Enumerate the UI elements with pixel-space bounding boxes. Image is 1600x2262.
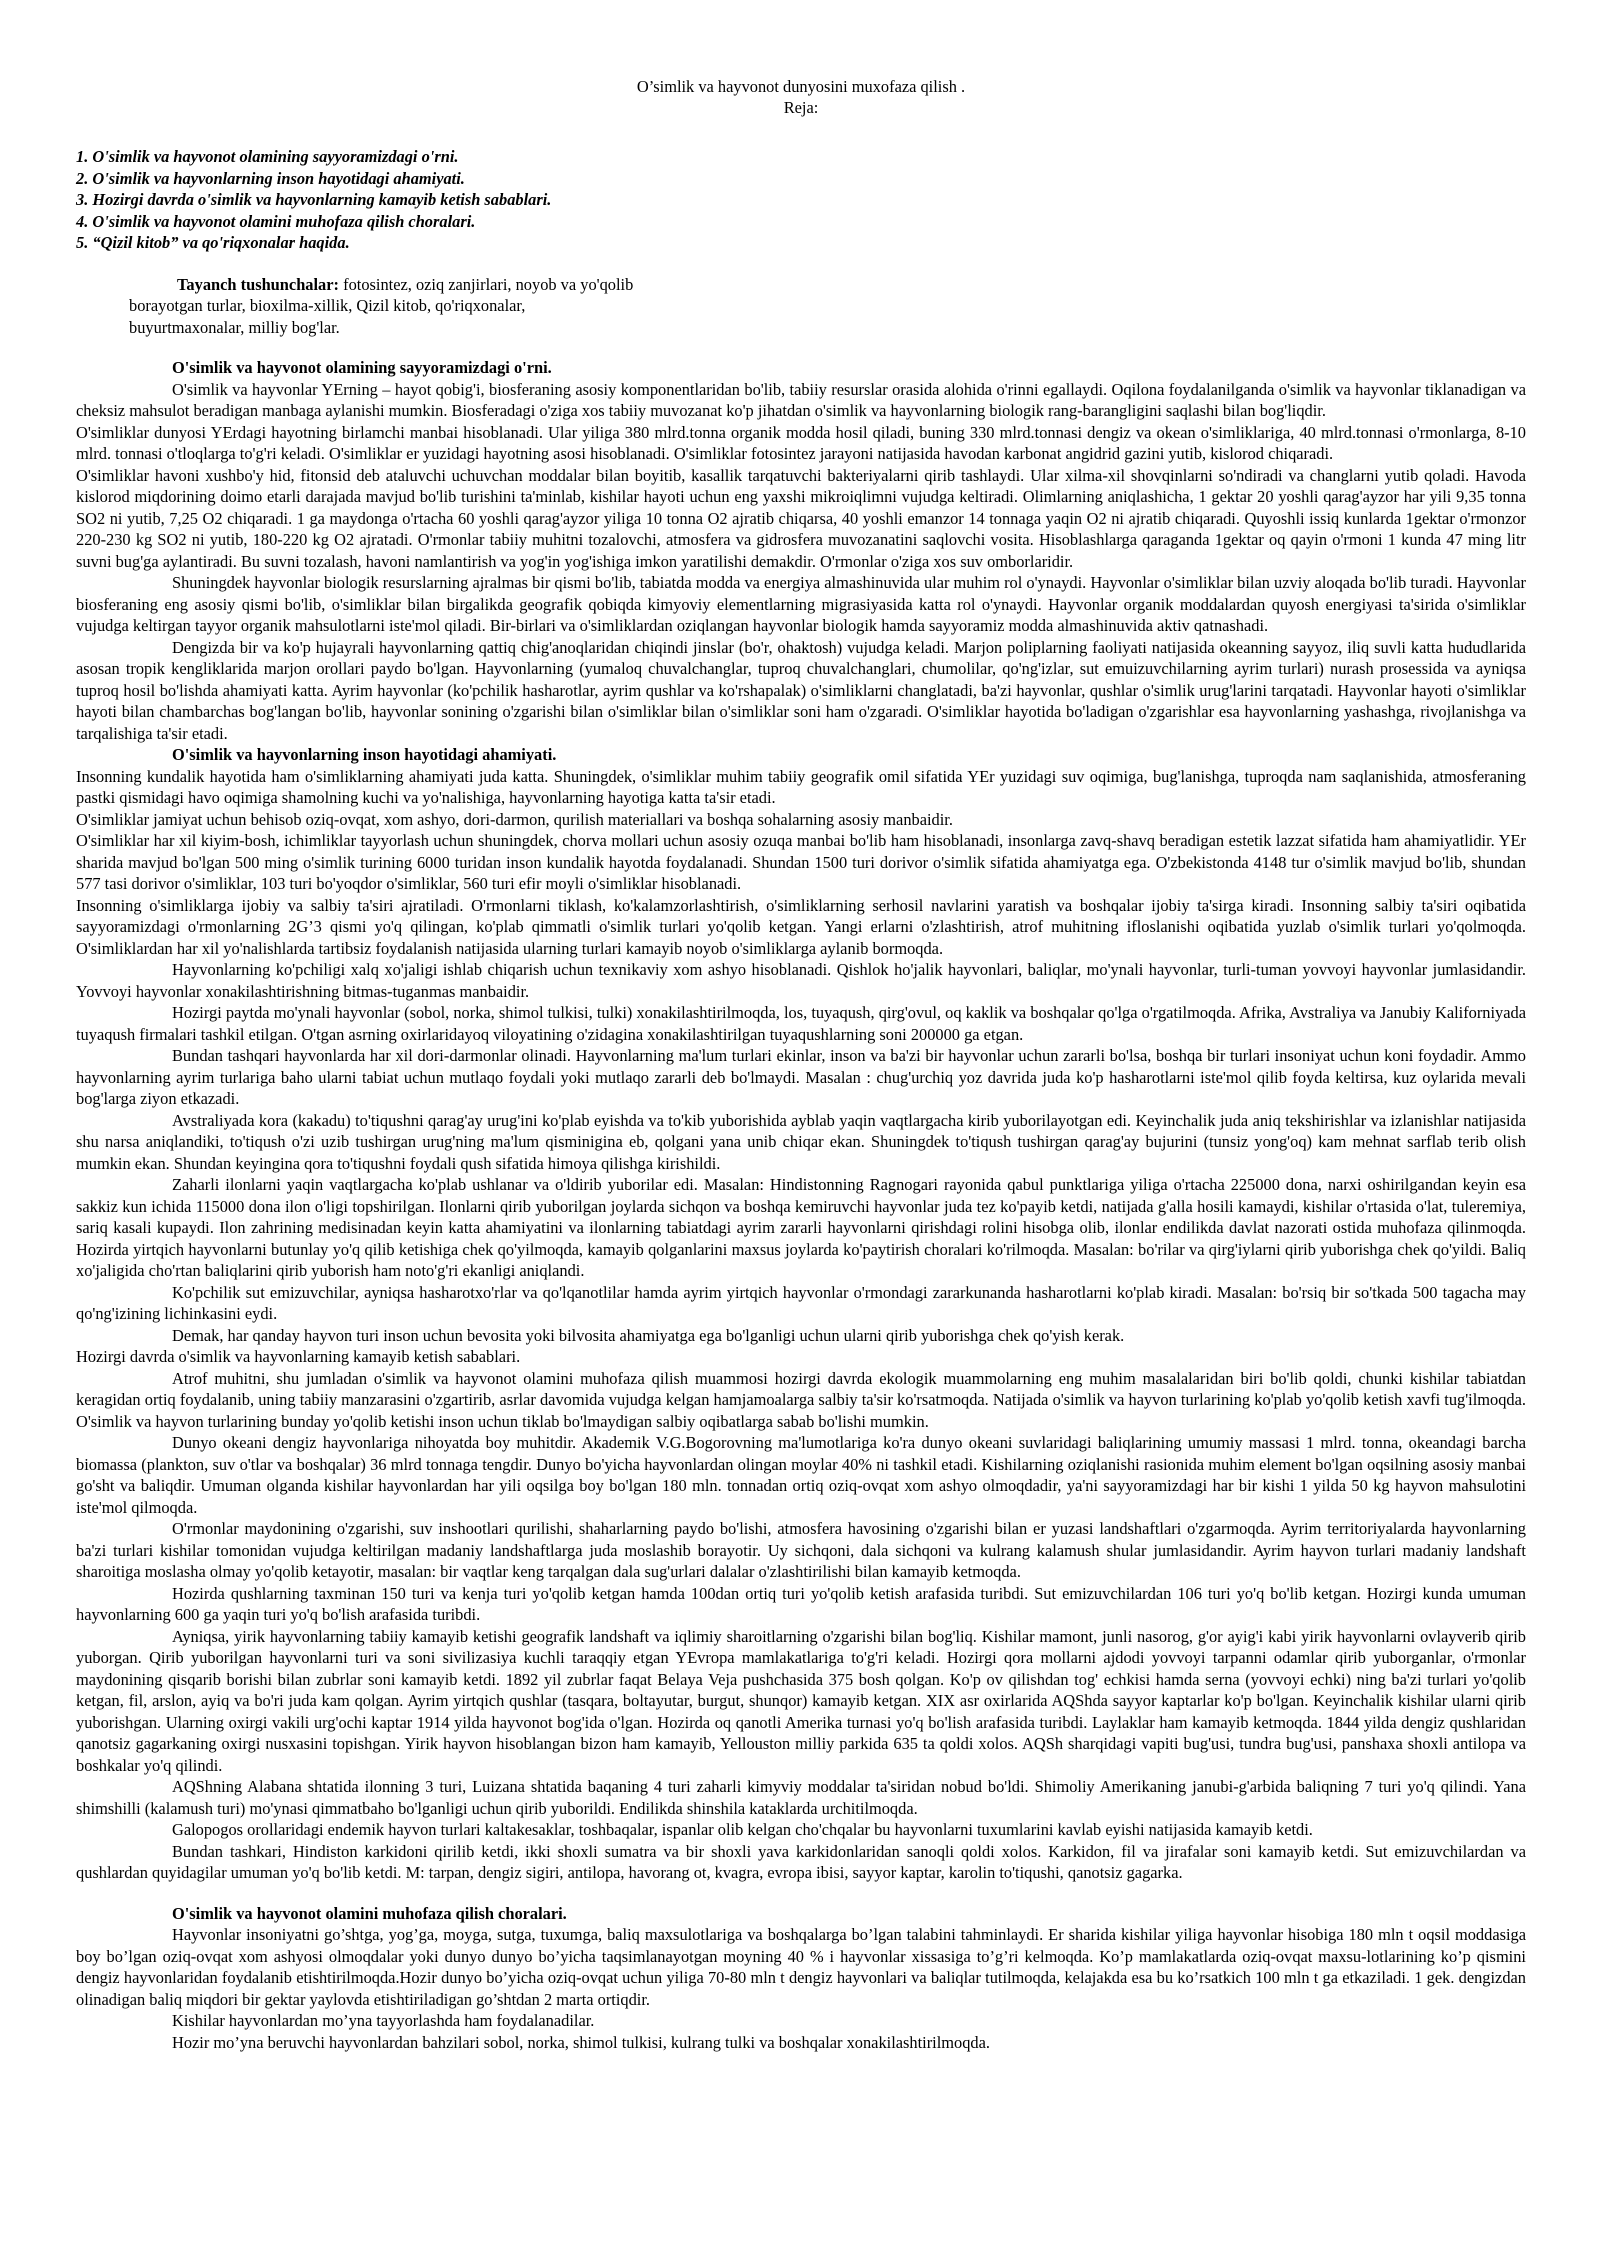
paragraph: Kishilar hayvonlardan mo’yna tayyorlashda ham foydalanadilar. — [172, 2011, 595, 2030]
spacer — [76, 1884, 1526, 1903]
plan-item-5: 5. “Qizil kitob” va qo'riqxonalar haqida. — [76, 233, 350, 252]
paragraph: Ayniqsa, yirik hayvonlarning tabiiy kamayib ketishi geografik landshaft va iqlimiy sharoitlarning o'zgarishi bilan bog'liq. Kishilar mamont, junli nasorog, g'or ayig'i kabi yirik hayvonlarni ovlayverib qirib yuborgan. Qirib yuborilgan hayvonlarni turi va soni sivilizasiya kuchli taraqqiy etgan YEvropa mamlakatlariga to'g'ri keladi. Hozirgi qora mollarni ajdodi yovvoyi tarpanni odamlar qirib yuborganlar, o'rmonlar maydonining qisqarib borishi bilan zubrlar soni kamayib ketdi. 1892 yil zubrlar faqat Belaya Veja pushchasida 375 bosh qolgan. Ko'p ov qilishdan tog' echkisi hamda serna (yovvoyi echki) ning ba'zi turlari yo'qolib ketgan, fil, arslon, ayiq va bo'ri juda kam qolgan. Ayrim yirtqich qushlar (tasqara, boltayutar, burgut, shunqor) kamayib ketgan. XIX asr oxirlarida AQShda sayyor kaptarlar ko'p bo'lgan. Keyinchalik kishilar ularni qirib yuborishgan. Ularning oxirgi vakili urg'ochi kaptar 1914 yilda hayvonot bog'ida o'lgan. Hozirda oq qanotli Amerika turnasi yo'q bo'lish arafasida turibdi. Laylaklar ham kamayib ketmoqda. 1844 yilda dengiz qushlaridan qanotsiz gagarkaning oxirgi nusxasini topishgan. Yirik hayvon hisoblangan bizon ham kamayib, Yellouston milliy parkida 635 ta qoldi xolos. AQSh sharqidagi vapiti bug'usi, tundra bug'usi, panshaxa shoxli antilopa va boshkalar yo'q qilindi. — [76, 1626, 1526, 1775]
paragraph: Hayvonlarning ko'pchiligi xalq xo'jaligi ishlab chiqarish uchun texnikaviy xom ashyo hisoblanadi. Qishlok ho'jalik hayvonlari, baliqlar, mo'ynali hayvonlar, turli-tuman yovvoyi hayvonlar jumlasidandir. Yovvoyi hayvonlar xonakilashtirishning bitmas-tuganmas manbaidir. — [76, 960, 1526, 1001]
paragraph: O'simliklar havoni xushbo'y hid, fitonsid deb ataluvchi uchuvchan moddalar bilan boyitib, kasallik tarqatuvchi bakteriyalarni qirib tashlaydi. Ular xilma-xil shovqinlarni so'ndiradi va changlarni yutib qoladi. Havoda kislorod miqdorining doimo etarli darajada mavjud bo'lib turishini ta'minlab, kishilar hayoti uchun eng yaxshi mikroiqlimni vujudga keltiradi. Olimlarning aniqlashicha, 1 gektar 20 yoshli qarag'ayzor har yili 9,35 tonna SO2 ni yutib, 7,25 O2 chiqaradi. 1 ga maydonga o'rtacha 60 yoshli qarag'ayzor yiliga 10 tonna O2 ajratib chiqarsa, 40 yoshli emanzor 14 tonnaga yaqin O2 ni ajratib chiqaradi. Quyoshli issiq kunlarda 1gektar o'rmonzor 220-230 kg SO2 ni yutib, 180-220 kg O2 ajratadi. O'rmonlar tabiiy muhitni tozalovchi, atmosfera va gidrosfera muvozanatini saqlovchi vosita. Hisoblashlarga qaraganda 1gektar oq qayin o'rmoni 1 kunda 47 ming litr suvni bug'ga aylantiradi. Bu suvni tozalash, havoni namlantirish va yog'in yog'ishiga imkon yaratilishi demakdir. O'rmonlar o'ziga xos suv omborlaridir. — [76, 465, 1526, 571]
key-concepts-line-1: fotosintez, oziq zanjirlari, noyob va yo'qolib — [343, 274, 634, 294]
section-4-heading: O'simlik va hayvonot olamini muhofaza qilish choralari. — [172, 1903, 567, 1923]
section-3-heading: Hozirgi davrda o'simlik va hayvonlarning kamayib ketish sabablari. — [76, 1347, 521, 1366]
key-concepts-line-2: borayotgan turlar, bioxilma-xillik, Qizil kitob, qo'riqxonalar, — [129, 296, 526, 315]
paragraph: O'simliklar har xil kiyim-bosh, ichimliklar tayyorlash uchun shuningdek, chorva mollari uchun asosiy ozuqa manbai bo'lib ham hisoblanadi, insonlarga zavq-shavq beradigan estetik lazzat sifatida ham ahamiyatlidir. YEr sharida mavjud bo'lgan 500 ming o'simlik turining 6000 turidan inson kundalik hayotda foydalanadi. Shundan 1500 turi dorivor o'simlik sifatida ahamiyatga ega. O'zbekistonda 4148 tur o'simlik mavjud bo'lib, shundan 577 tasi dorivor o'simliklar, 103 turi bo'yoqdor o'simliklar, 560 turi efir moyli o'simliklar hisoblanadi. — [76, 831, 1526, 893]
paragraph: Bundan tashqari hayvonlarda har xil dori-darmonlar olinadi. Hayvonlarning ma'lum turlari ekinlar, inson va ba'zi bir hayvonlar uchun zararli bo'lsa, boshqa bir turlari insoniyat uchun koni foydadir. Ammo hayvonlarning ayrim turlariga baho ularni tabiat uchun mutlaqo foydali yoki mutlaqo zararli deb bo'lmaydi. Masalan : chug'urchiq yoz davrida juda ko'p hasharotlarni iste'mol qilib foyda keltirsa, kuz oylarida mevali bog'larga ziyon etkazadi. — [76, 1046, 1526, 1108]
document-title: O’simlik va hayvonot dunyosini muxofaza qilish . — [636, 77, 966, 96]
paragraph: Dengizda bir va ko'p hujayrali hayvonlarning qattiq chig'anoqlaridan chiqindi jinslar (bo'r, ohaktosh) vujudga keladi. Marjon poliplarning faoliyati natijasida okeanning sayyoz, iliq suvli katta hududlarida asosan tropik kengliklarida marjon orollari paydo bo'lgan. Hayvonlarning (yumaloq chuvalchanglar, tuproq chuvalchanglari, chumolilar, qo'ng'izlar, sut emuizuvchilarning ayrim turlari) nurash prosessida va ayniqsa tuproq hosil bo'lishda ahamiyati katta. Ayrim hayvonlar (ko'pchilik hasharotlar, ayrim qushlar va ko'rshapalak) o'simliklarni changlatadi, ba'zi hayvonlar, qushlar o'simlik urug'larini tarqatadi. Hayvonlar hayoti o'simliklar hayoti bilan chambarchas bog'langan bo'lib, hayvonlar sonining o'zgarishi bilan o'simliklar bilan o'simliklar soni ham o'zgaradi. O'simliklar hayotida bo'ladigan o'zgarishlar esa hayvonlarning yashashga, rivojlanishga va tarqalishiga ta'sir etadi. — [76, 637, 1526, 743]
paragraph: O'simliklar jamiyat uchun behisob oziq-ovqat, xom ashyo, dori-darmon, qurilish materiallari va boshqa sohalarning asosiy manbaidir. — [76, 809, 953, 829]
paragraph: Insonning kundalik hayotida ham o'simliklarning ahamiyati juda katta. Shuningdek, o'simliklar muhim tabiiy geografik omil sifatida YEr yuzidagi suv oqimiga, bug'lanishga, tuproqda nam saqlanishida, atmosferaning pastki qismidagi havo oqimiga shamolning kuchi va yo'nalishiga, hayvonlarning hayotiga katta ta'sir etadi. — [76, 766, 1526, 807]
key-concepts-line-3: buyurtmaxonalar, milliy bog'lar. — [129, 317, 340, 337]
plan-item-4: 4. O'simlik va hayvonot olamini muhofaza qilish choralari. — [76, 211, 476, 231]
section-2-heading: O'simlik va hayvonlarning inson hayotidagi ahamiyati. — [172, 745, 557, 764]
plan-item-2: 2. O'simlik va hayvonlarning inson hayotidagi ahamiyati. — [76, 168, 465, 188]
paragraph: O'simlik va hayvonlar YErning – hayot qobig'i, biosferaning asosiy komponentlaridan bo'lib, tabiiy resurslar orasida alohida o'rinni egallaydi. Oqilona foydalanilganda o'simlik va hayvonlar tiklanadigan va cheksiz mahsulot beradigan manbaga aylanishi mumkin. Biosferadagi o'ziga xos tabiiy muvozanat ko'p jihatdan o'simlik va hayvonlarning biologik rang-barangligini saqlashi bilan bog'liqdir. — [76, 379, 1526, 420]
plan-list — [76, 146, 1526, 254]
paragraph: Avstraliyada kora (kakadu) to'tiqushni qarag'ay urug'ini ko'plab eyishda va to'kib yuborishida ayblab yaqin vaqtlargacha kirib yuborilayotgan edi. Keyinchalik juda aniq tekshirishlar va izlanishlar natijasida shu narsa aniqlandiki, to'tiqush o'zi uzib tushirgan urug'ning ma'lum qisminigina eb, qolgani yana unib chiqar ekan. Shuningdek to'tiqush tushirgan qarag'ay bujurini (tunsiz yong'oq) kam mehnat sarflab terib olish mumkin ekan. Shundan keyingina qora to'tiqushni foydali qush sifatida himoya qilishga kirishildi. — [76, 1110, 1526, 1173]
section-1-heading: O'simlik va hayvonot olamining sayyoramizdagi o'rni. — [172, 358, 552, 377]
paragraph: O'rmonlar maydonining o'zgarishi, suv inshootlari qurilishi, shaharlarning paydo bo'lishi, atmosfera havosining o'zgarishi bilan er yuzasi landshaftlari o'zgarmoqda. Ayrim territoriyalarda hayvonlarning ba'zi turlari kishilar tomonidan vujudga keltirilgan madaniy landshaftlarga juda moslashib borayotir. Uy sichqoni, dala sichqoni va kulrang kalamush shular jumlasidandir. Ayrim hayvon turlari madaniy landshaft sharoitiga moslasha olmay yo'qolib ketayotir, masalan: bir vaqtlar keng tarqalgan dala sug'urlari dalalar o'zlashtirilishi bilan kamayib ketmoqda. — [76, 1519, 1526, 1581]
paragraph: Bundan tashkari, Hindiston karkidoni qirilib ketdi, ikki shoxli sumatra va bir shoxli yava karkidonlaridan sanoqli qoldi xolos. Karkidon, fil va jirafalar soni kamayib ketdi. Sut emizuvchilardan va qushlardan quyidagilar umuman yo'q bo'lib ketdi. M: tarpan, dengiz sigiri, antilopa, havorang ot, kvagra, evropa ibisi, sayyor kaptar, karolin to'tiqushi, qanotsiz gagarka. — [76, 1841, 1526, 1882]
paragraph: Galopogos orollaridagi endemik hayvon turlari kaltakesaklar, toshbaqalar, ispanlar olib kelgan cho'chqalar bu hayvonlarni tuxumlarini kavlab eyishi natijasida kamayib ketdi. — [172, 1820, 1313, 1839]
paragraph: Hozir mo’yna beruvchi hayvonlardan bahzilari sobol, norka, shimol tulkisi, kulrang tulki va boshqalar xonakilashtirilmoqda. — [172, 2032, 990, 2052]
plan-item-1: 1. O'simlik va hayvonot olamining sayyoramizdagi o'rni. — [76, 147, 459, 166]
paragraph: Hozirda qushlarning taxminan 150 turi va kenja turi yo'qolib ketgan hamda 100dan ortiq turi yo'qolib ketish arafasida turibdi. Sut emizuvchilardan 106 turi yo'q bo'lib ketgan. Hozirgi kunda umuman hayvonlarning 600 ga yaqin turi yo'q bo'lish arafasida turibdi. — [76, 1583, 1526, 1624]
key-concepts — [129, 274, 729, 339]
paragraph: Demak, har qanday hayvon turi inson uchun bevosita yoki bilvosita ahamiyatga ega bo'lganligi uchun ularni qirib yuborishga chek qo'yish kerak. — [172, 1325, 1125, 1345]
key-concepts-label: Tayanch tushunchalar: — [177, 274, 339, 294]
paragraph: Ko'pchilik sut emizuvchilar, ayniqsa hasharotxo'rlar va qo'lqanotlilar hamda ayrim yirtqich hayvonlar o'rmondagi zararkunanda hasharotlarni ko'plab kiradi. Masalan: bo'rsiq bir so'tkada 500 tagacha may qo'ng'izining lichinkasini eydi. — [76, 1282, 1526, 1323]
paragraph: AQShning Alabana shtatida ilonning 3 turi, Luizana shtatida baqaning 4 turi zaharli kimyviy moddalar ta'siridan nobud bo'ldi. Shimoliy Amerikaning janubi-g'arbida baliqning 7 turi yo'q qilindi. Yana shimshilli (kalamush turi) mo'ynasi qimmatbaho bo'lganligi uchun qirib yuborildi. Endilikda shinshila kataklarda urchitilmoqda. — [76, 1777, 1526, 1818]
paragraph: Hayvonlar insoniyatni go’shtga, yog’ga, moyga, sutga, tuxumga, baliq maxsulotlariga va boshqalarga bo’lgan talabini tahminlaydi. Er sharida kishilar yiliga hayvonlar hisobiga 180 mln t oqsil moddasiga boy bo’lgan oziq-ovqat xom ashyosi olmoqdalar yoki dunyo dunyo bo’yicha taqsimlanayotgan moyning 40 % i hayvonlar xissasiga to’g’ri kelmoqda. Ko’p mamlakatlarda oziq-ovqat maxsu-lotlarining ko’p qismini dengiz hayvonlaridan foydalanib etishtirilmoqda.Hozir dunyo bo’yicha oziq-ovqat uchun yiliga 70-80 mln t dengiz hayvonlari va baliqlar tutilmoqda, kelajakda esa bu ko’rsatkich 100 mln t ga etkaziladi. 1 gek. dengizdan olinadigan baliq miqdori bir gektar yaylovda etishtiriladigan go’shtdan 2 marta ortiqdir. — [76, 1925, 1526, 2009]
paragraph: Shuningdek hayvonlar biologik resurslarning ajralmas bir qismi bo'lib, tabiatda modda va energiya almashinuvida ular muhim rol o'ynaydi. Hayvonlar o'simliklar bilan uzviy aloqada bo'lib turadi. Hayvonlar biosferaning eng asosiy qismi bo'lib, o'simliklar bilan birgalikda geografik qobiqda kimyoviy elementlarning migrasiyasida katta rol o'ynaydi. Hayvonlar organik moddalardan quyosh energiyasi ta'sirida o'simliklar vujudga keltirgan tayyor organik mahsulotlarni iste'mol qiladi. Bir-birlari va o'simliklardan oziqlangan hayvonlar biologik hamda sayyoramiz modda almashinuvida aktiv qatnashadi. — [76, 573, 1526, 635]
paragraph: Hozirgi paytda mo'ynali hayvonlar (sobol, norka, shimol tulkisi, tulki) xonakilashtirilmoqda, los, tuyaqush, qirg'ovul, oq kaklik va boshqalar qo'lga o'rgatilmoqda. Afrika, Avstraliya va Janubiy Kaliforniyada tuyaqush firmalari tashkil etilgan. O'tgan asrning oxirlaridayoq viloyatining o'zidagina xonakilashtirilgan tuyaqushlarning soni 200000 ga etgan. — [76, 1003, 1526, 1044]
paragraph: Dunyo okeani dengiz hayvonlariga nihoyatda boy muhitdir. Akademik V.G.Bogorovning ma'lumotlariga ko'ra dunyo okeani suvlaridagi baliqlarining umumiy massasi 1 mlrd. tonna, okeandagi barcha biomassa (plankton, suv o'tlar va boshqalar) 36 mlrd tonnaga tengdir. Dunyo bo'yicha hayvonlardan olingan moylar 40% ni tashkil etadi. Kishilarning oziqlanishi rasionida muhim element bo'lgan oqsilning asosiy manbai go'sht va baliqdir. Umuman olganda kishilar hayvonlardan har yili oqsilga boy bo'lgan 180 mln. tonnadan ortiq oziq-ovqat xom ashyo olmoqdadir, ya'ni sayyoramizdagi har bir kishi 1 yilda 50 kg hayvon mahsulotini iste'mol qilmoqda. — [76, 1433, 1526, 1517]
paragraph: Insonning o'simliklarga ijobiy va salbiy ta'siri ajratiladi. O'rmonlarni tiklash, ko'kalamzorlashtirish, o'simliklarning serhosil navlarini yaratish va boshqalar ijobiy ta'sirga kiradi. Insonning salbiy ta'siri oqibatida sayyoramizdagi o'rmonlarning 2G’3 qismi yo'q qilingan, ko'plab qimmatli o'simlik turlari yo'qolib ketgan. Yangi erlarni o'zlashtirish, atrof muhitning ifloslanishi oqibatida yuzlab o'simlik turlari yo'qolmoqda. O'simliklardan har xil yo'nalishlarda tartibsiz foydalanish natijasida ularning turlari kamayib noyob o'simliklarga aylanib bormoqda. — [76, 895, 1526, 958]
paragraph: Zaharli ilonlarni yaqin vaqtlargacha ko'plab ushlanar va o'ldirib yuborilar edi. Masalan: Hindistonning Ragnogari rayonida qabul punktlariga yiliga o'rtacha 225000 dona, narxi oshirilgandan keyin esa sakkiz kun ichida 115000 dona ilon o'ligi topshirilgan. Ilonlarni qirib yuborilgan joylarda sichqon va boshqa kemiruvchi hayvonlar juda tez ko'payib ketdi, natijada g'alla hosili kamaydi, kishilar o'rtasida o'lat, tuleremiya, sariq kasali kupaydi. Ilon zahrining medisinadan keyin katta ahamiyatini va ilonlarning tabiatdagi ayrim zararli hayvonlarni qirishdagi rolini hisobga olib, ilonlar endilikda davlat nazorati ostida muhofaza qilinmoqda. Hozirda yirtqich hayvonlarni butunlay yo'q qilib ketishiga chek qo'yilmoqda, kamayib qolganlarini maxsus joylarda ko'paytirish choralari ko'rilmoqda. Masalan: bo'rilar va qirg'iylarni qirib yuborishga chek qo'yildi. Baliq xo'jaligida cho'rtan baliqlarini qirib yuborish ham noto'g'ri ekanligi aniqlandi. — [76, 1175, 1526, 1280]
paragraph: Atrof muhitni, shu jumladan o'simlik va hayvonot olamini muhofaza qilish muammosi hozirgi davrda ekologik muammolarning eng muhim masalalaridan biri bo'lib qoldi, chunki kishilar tabiatdan keragidan ortiq foydalanib, uning tabiiy manzarasini o'zgartirib, asrlar davomida vujudga kelgan hamjamoalarga salbiy ta'sir ko'rsatmoqda. Natijada o'simlik va hayvon turlarining ko'plab yo'qolib ketish xavfi tug'ilmoqda. O'simlik va hayvon turlarining bunday yo'qolib ketishi inson uchun tiklab bo'lmaydigan salbiy oqibatlarga sabab bo'lishi mumkin. — [76, 1368, 1526, 1431]
plan-heading: Reja: — [783, 98, 819, 117]
paragraph: O'simliklar dunyosi YErdagi hayotning birlamchi manbai hisoblanadi. Ular yiliga 380 mlrd.tonna organik modda hosil qiladi, buning 330 mlrd.tonnasi dengiz va okean o'simliklariga, 40 mlrd.tonnasi o'rmonlarga, 8-10 mlrd. tonnasi o'tloqlarga to'g'ri keladi. O'simliklar er yuzidagi hayotning asosi hisoblanadi. O'simliklar fotosintez jarayoni natijasida havodan karbonat angidrid gazini yutib, kislorod chiqaradi. — [76, 422, 1526, 463]
title-block — [76, 76, 1526, 118]
plan-item-3: 3. Hozirgi davrda o'simlik va hayvonlarning kamayib ketish sabablari. — [76, 190, 552, 209]
